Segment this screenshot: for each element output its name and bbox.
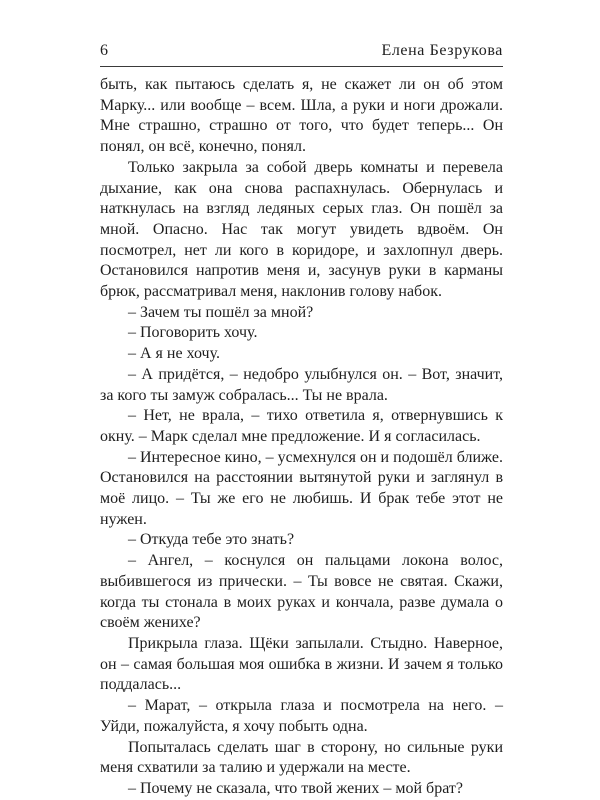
paragraph: Только закрыла за собой дверь комнаты и перевела дыхание, как она снова распахнулась. Обернулась и наткнулась на взгляд ледяных серых глаз. Он пошёл за мной. Опасно. Нас так могут увидеть вдвоём. Он посмотрел, нет ли кого в коридоре, и захлопнул дверь. Остановился напротив меня и, засунув руки в карманы брюк, рассматривал меня, наклонив голову набок. <box>100 158 503 301</box>
dialogue-line: – Почему не сказала, что твой жених – мой брат? <box>128 779 463 797</box>
dialogue-line: – Откуда тебе это знать? <box>128 531 295 549</box>
paragraph: Прикрыла глаза. Щёки запылали. Стыдно. Наверное, он – самая большая моя ошибка в жизни. И зачем я только поддалась... <box>100 634 503 694</box>
dialogue-line: – А придётся, – недобро улыбнулся он. – Вот, значит, за кого ты замуж собралась... Ты не врала. <box>100 365 503 404</box>
dialogue-line: – Интересное кино, – усмехнулся он и подошёл ближе. Остановился на расстоянии вытянутой руки и заглянул в моё лицо. – Ты же его не любишь. И брак тебе этот не нужен. <box>100 448 503 528</box>
dialogue-line: – Нет, не врала, – тихо ответила я, отвернувшись к окну. – Марк сделал мне предложение. И я согласилась. <box>100 407 503 445</box>
running-title: Елена Безрукова <box>381 42 503 59</box>
paragraph: быть, как пытаюсь сделать я, не скажет ли он об этом Марку... или вообще – всем. Шла, а руки и ноги дрожали. Мне страшно, страшно от того, что будет теперь... Он понял, он всё, конечно, понял. <box>100 76 503 156</box>
page-number: 6 <box>100 42 108 59</box>
body-text <box>100 75 503 800</box>
dialogue-line: – Зачем ты пошёл за мной? <box>128 303 314 321</box>
header-divider <box>100 66 503 67</box>
dialogue-line: – А я не хочу. <box>128 345 220 363</box>
dialogue-line: – Марат, – открыла глаза и посмотрела на него. – Уйди, пожалуйста, я хочу побыть одна. <box>100 697 503 735</box>
dialogue-line: – Ангел, – коснулся он пальцами локона волос, выбившегося из прически. – Ты вовсе не святая. Скажи, когда ты стонала в моих руках и кончала, разве думала о своём женихе? <box>100 552 503 632</box>
paragraph: Попыталась сделать шаг в сторону, но сильные руки меня схватили за талию и удержали на месте. <box>100 738 503 777</box>
dialogue-line: – Поговорить хочу. <box>128 324 258 342</box>
page-header <box>100 40 503 62</box>
